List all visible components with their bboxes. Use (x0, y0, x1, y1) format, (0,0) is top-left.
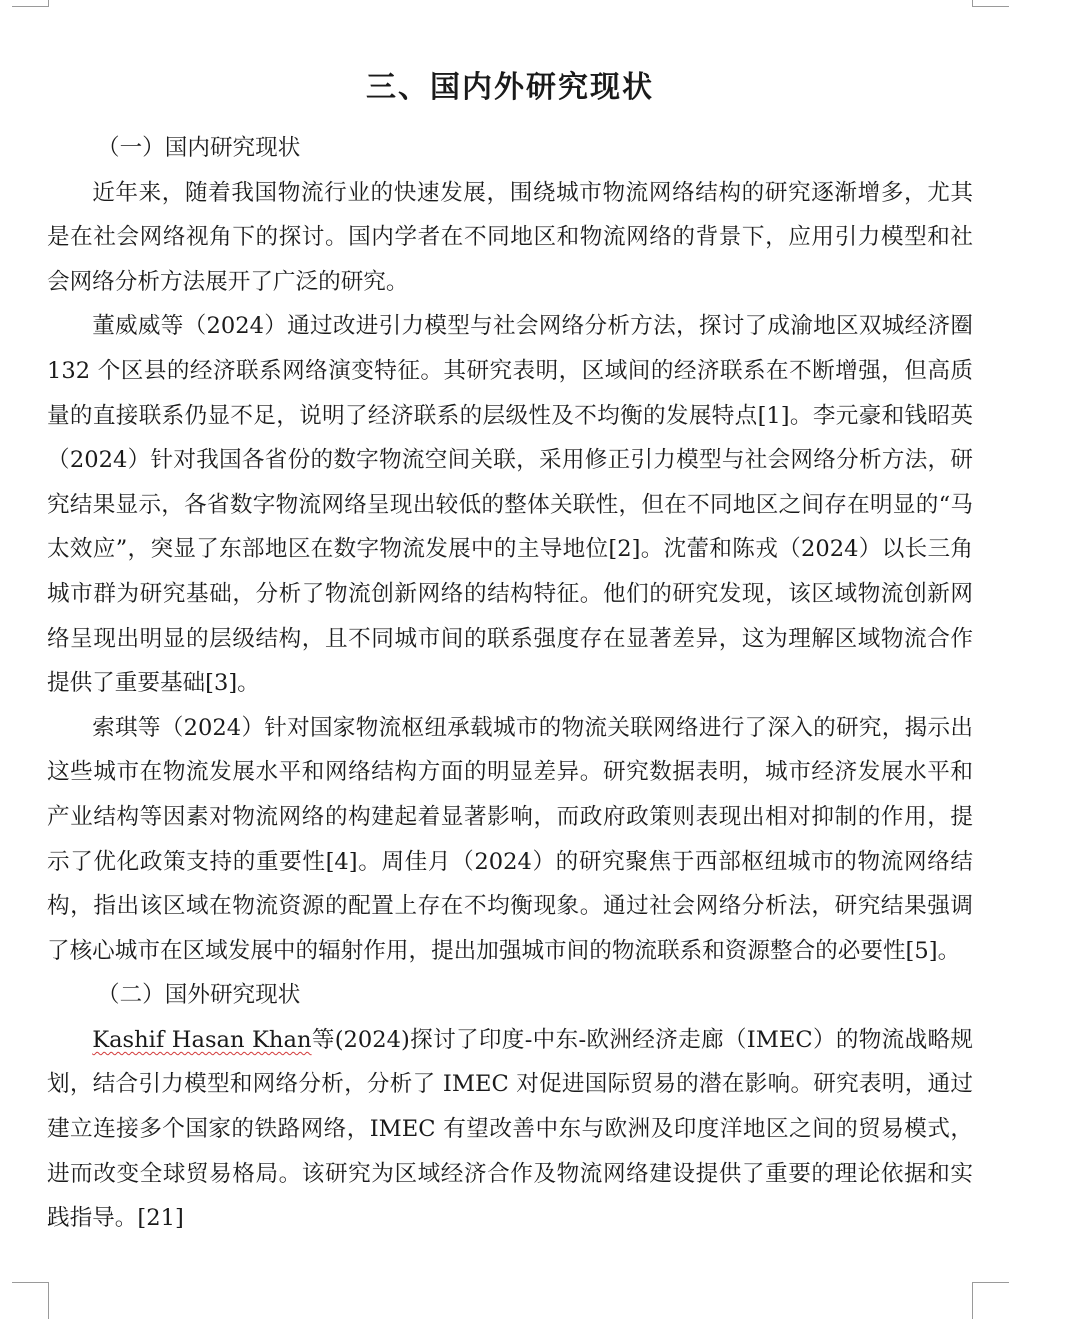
domestic-paragraph-1: 近年来，随着我国物流行业的快速发展，围绕城市物流网络结构的研究逐渐增多，尤其是在社会网络视角下的探讨。国内学者在不同地区和物流网络的背景下，应用引力模型和社会网络分析方法展开了广泛的研究。 (47, 179, 973, 295)
crop-mark-bottom-right (972, 1282, 1009, 1319)
domestic-paragraph-2: 董威威等（2024）通过改进引力模型与社会网络分析方法，探讨了成渝地区双城经济圈 132 个区县的经济联系网络演变特征。其研究表明，区域间的经济联系在不断增强，但高质量的直接联系仍显不足，说明了经济联系的层级性及不均衡的发展特点[1]。李元豪和钱昭英（2024）针对我国各省份的数字物流空间关联，采用修正引力模型与社会网络分析方法，研究结果显示，各省数字物流网络呈现出较低的整体关联性，但在不同地区之间存在明显的“马太效应”，突显了东部地区在数字物流发展中的主导地位[2]。沈蕾和陈戎（2024）以长三角城市群为研究基础，分析了物流创新网络的结构特征。他们的研究发现，该区域物流创新网络呈现出明显的层级结构，且不同城市间的联系强度存在显著差异，这为理解区域物流合作提供了重要基础[3]。 (47, 313, 973, 697)
foreign-paragraph-text: 等(2024)探讨了印度-中东-欧洲经济走廊（IMEC）的物流战略规划，结合引力模型和网络分析，分析了 IMEC 对促进国际贸易的潜在影响。研究表明，通过建立连接多个国家的铁路网络，IMEC 有望改善中东与欧洲及印度洋地区之间的贸易模式，进而改变全球贸易格局。该研究为区域经济合作及物流网络建设提供了重要的理论依据和实践指导。[21] (47, 1026, 973, 1232)
crop-mark-top-right (972, 0, 1009, 7)
document-body (47, 126, 973, 1241)
foreign-heading: （二）国外研究现状 (97, 982, 301, 1009)
foreign-paragraph-1 (47, 1018, 973, 1241)
domestic-paragraph-3: 索琪等（2024）针对国家物流枢纽承载城市的物流关联网络进行了深入的研究，揭示出这些城市在物流发展水平和网络结构方面的明显差异。研究数据表明，城市经济发展水平和产业结构等因素对物流网络的构建起着显著影响，而政府政策则表现出相对抑制的作用，提示了优化政策支持的重要性[4]。周佳月（2024）的研究聚焦于西部枢纽城市的物流网络结构，指出该区域在物流资源的配置上存在不均衡现象。通过社会网络分析法，研究结果强调了核心城市在区域发展中的辐射作用，提出加强城市间的物流联系和资源整合的必要性[5]。 (47, 714, 973, 964)
crop-mark-bottom-left (12, 1282, 49, 1319)
page-title: 三、国内外研究现状 (366, 70, 654, 106)
domestic-heading: （一）国内研究现状 (97, 135, 301, 161)
crop-mark-top-left (12, 0, 49, 7)
author-name-spellcheck: Kashif Hasan Khan (92, 1026, 312, 1053)
